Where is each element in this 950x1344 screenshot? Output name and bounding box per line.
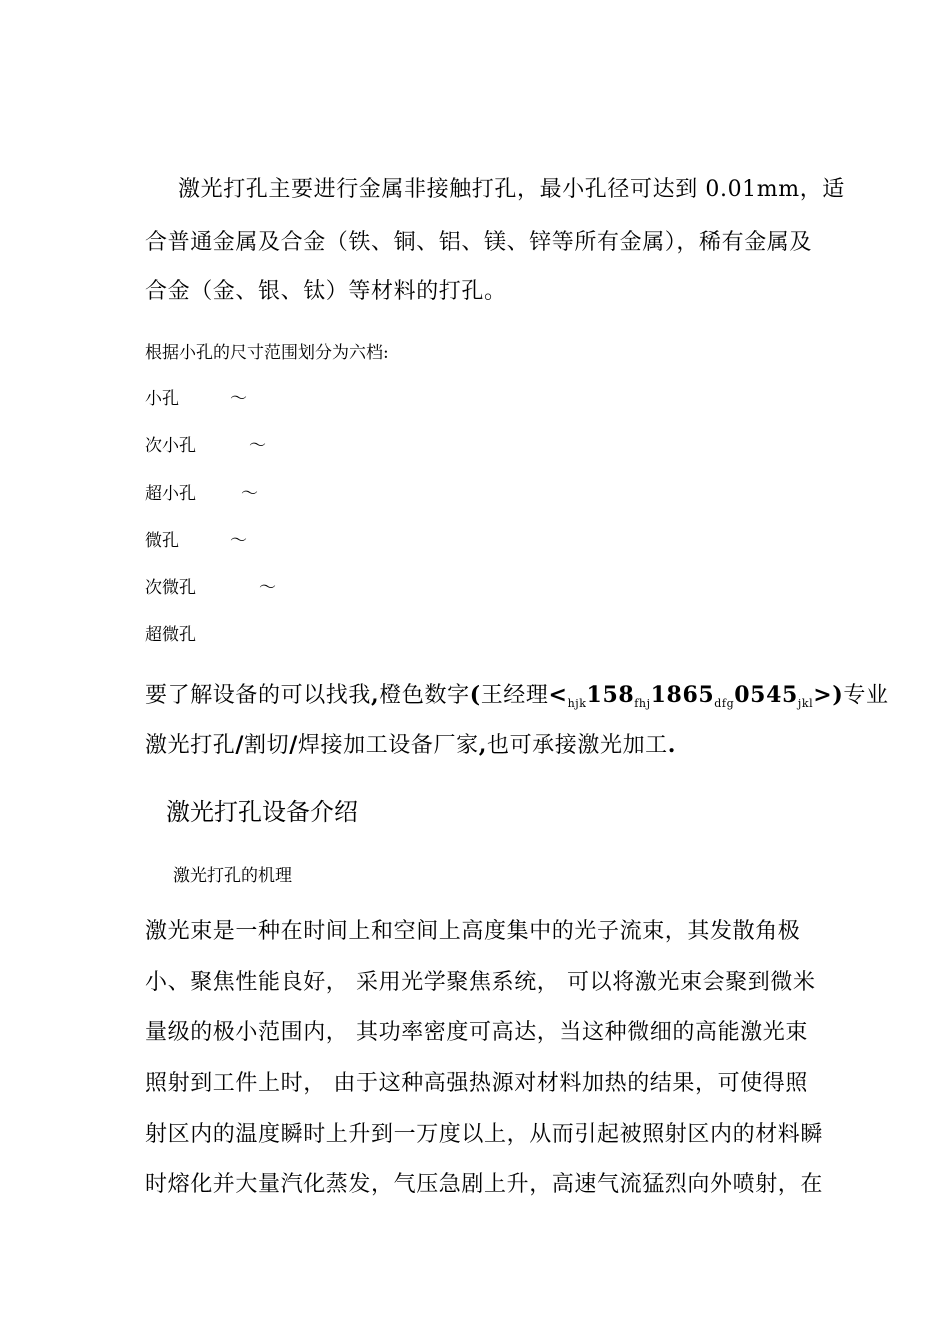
contact-slash-2: / <box>289 732 298 758</box>
contact-paren-open: ( <box>469 682 481 708</box>
contact-service-d: 也可承接激光加工 <box>486 733 668 758</box>
contact-lt: < <box>548 682 568 708</box>
contact-prefix: 要了解设备的可以找我 <box>145 683 372 708</box>
size-item: 超小孔 <box>145 484 196 504</box>
body-line-6: 时熔化并大量汽化蒸发，气压急剧上升，高速气流猛烈向外喷射，在 <box>145 1172 824 1197</box>
size-item: 小孔 <box>145 389 179 409</box>
section-subheading: 激光打孔的机理 <box>173 866 292 886</box>
contact-name: 王经理 <box>480 683 549 708</box>
contact-sub-3: dfg <box>714 697 735 710</box>
body-line-1: 激光束是一种在时间上和空间上高度集中的光子流束，其发散角极 <box>145 919 801 944</box>
contact-slash-1: / <box>235 732 245 758</box>
body-line-2: 小、聚焦性能良好， 采用光学聚焦系统， 可以将激光束会聚到微米 <box>145 970 816 995</box>
body-line-4: 照射到工件上时， 由于这种高强热源对材料加热的结果，可使得照 <box>145 1071 808 1096</box>
body-line-3: 量级的极小范围内， 其功率密度可高达，当这种微细的高能激光束 <box>145 1020 808 1045</box>
intro-line-1: 激光打孔主要进行金属非接触打孔，最小孔径可达到 0.01mm，适 <box>178 177 845 202</box>
contact-line-2 <box>145 728 676 759</box>
body-line-5: 射区内的温度瞬时上升到一万度以上，从而引起被照射区内的材料瞬 <box>145 1122 824 1147</box>
section-heading: 激光打孔设备介绍 <box>166 798 358 826</box>
intro-line-2: 合普通金属及合金（铁、铜、铝、镁、锌等所有金属），稀有金属及 <box>145 230 813 255</box>
classification-title: 根据小孔的尺寸范围划分为六档: <box>145 343 389 363</box>
contact-orange: 橙色数字 <box>379 683 470 708</box>
size-item: 次微孔 <box>145 578 196 598</box>
contact-number-2: 1865 <box>650 682 715 708</box>
range-tilde: ～ <box>249 436 266 456</box>
contact-comma-2: , <box>478 732 487 758</box>
contact-number-3: 0545 <box>734 682 798 708</box>
range-tilde: ～ <box>230 389 247 409</box>
contact-sub-1: hjk <box>567 697 587 710</box>
range-tilde: ～ <box>241 484 258 504</box>
contact-suffix: 专业 <box>843 683 889 708</box>
contact-service-b: 割切 <box>244 733 290 758</box>
contact-sub-4: jkl <box>797 697 814 710</box>
intro-line-3: 合金（金、银、钛）等材料的打孔。 <box>145 279 507 304</box>
contact-service-a: 激光打孔 <box>145 733 236 758</box>
size-item: 微孔 <box>145 531 179 551</box>
size-item: 超微孔 <box>145 625 196 645</box>
size-item: 次小孔 <box>145 436 196 456</box>
contact-service-c: 焊接加工设备厂家 <box>297 733 479 758</box>
contact-sub-2: fhj <box>634 697 651 710</box>
contact-number-1: 158 <box>586 682 635 708</box>
range-tilde: ～ <box>230 531 247 551</box>
contact-line-1 <box>145 678 889 710</box>
contact-gt-paren: >) <box>813 682 844 708</box>
contact-comma: , <box>371 682 380 708</box>
range-tilde: ～ <box>259 578 276 598</box>
contact-period: . <box>667 732 677 758</box>
